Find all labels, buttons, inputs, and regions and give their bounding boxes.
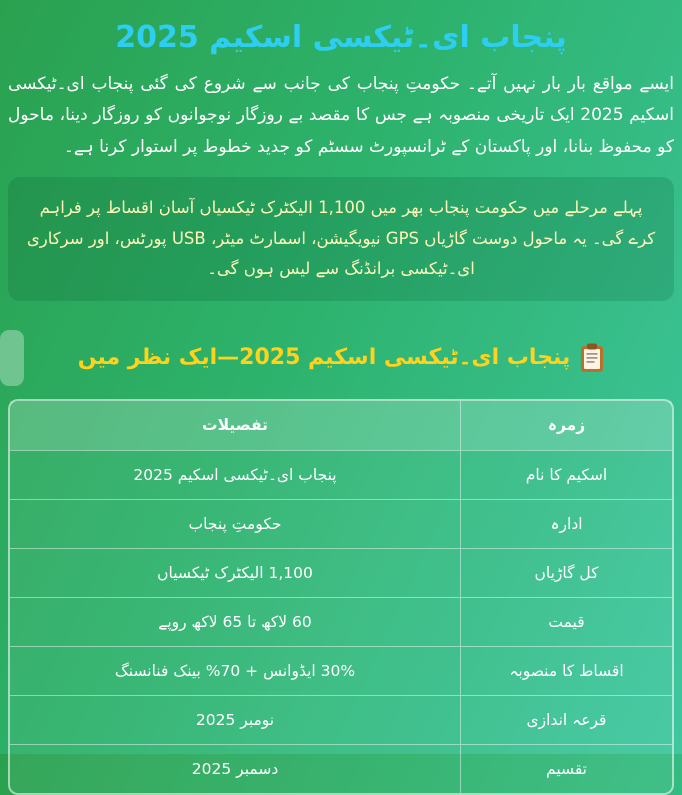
cell-details: دسمبر 2025: [191, 759, 279, 778]
section-heading: [8, 327, 674, 389]
cell-details: 60 لاکھ تا 65 لاکھ روپے: [158, 612, 312, 631]
cell-details: 30% ایڈوانس + 70% بینک فنانسنگ: [114, 661, 356, 680]
cell-category: کل گاڑیاں: [460, 549, 672, 597]
cell-details: 1,100 الیکٹرک ٹیکسیاں: [157, 563, 313, 582]
cell-details: حکومتِ پنجاب: [188, 514, 282, 533]
cell-details: پنجاب ای۔ٹیکسی اسکیم 2025: [133, 465, 337, 484]
table-row: [10, 646, 672, 695]
accent-bar: [0, 330, 24, 386]
cell-category: اسکیم کا نام: [460, 451, 672, 499]
highlight-box: [8, 177, 674, 301]
cell-category: ادارہ: [460, 500, 672, 548]
table-row: [10, 450, 672, 499]
cell-category: تقسیم: [460, 745, 672, 793]
section-heading-text: پنجاب ای۔ٹیکسی اسکیم 2025—ایک نظر میں: [77, 345, 571, 371]
table-row: [10, 597, 672, 646]
summary-table: [8, 399, 674, 795]
cell-details: نومبر 2025: [195, 710, 275, 729]
header-cell-category: زمرہ: [460, 401, 672, 450]
cell-category: قیمت: [460, 598, 672, 646]
clipboard-icon: [580, 343, 604, 373]
table-row: [10, 744, 672, 793]
intro-paragraph: ایسے مواقع بار بار نہیں آتے۔ حکومتِ پنجاب کی جانب سے شروع کی گئی پنجاب ای۔ٹیکسی اسکیم 2025 ایک تاریخی منصوبہ ہے جس کا مقصد بے روزگار نوجوانوں کو روزگار دینا، ماحول کو محفوظ بنانا، اور پاکستان کے ٹرانسپورٹ سسٹم کو جدید خطوط پر استوار کرنا ہے۔: [8, 74, 674, 157]
table-row: [10, 548, 672, 597]
table-header-row: [10, 401, 672, 450]
header-cell-details: تفصیلات: [202, 416, 268, 435]
cell-category: قرعہ اندازی: [460, 696, 672, 744]
cell-category: اقساط کا منصوبہ: [460, 647, 672, 695]
table-row: [10, 695, 672, 744]
article-page: [0, 20, 682, 795]
table-row: [10, 499, 672, 548]
highlight-text: پہلے مرحلے میں حکومت پنجاب بھر میں 1,100 الیکٹرک ٹیکسیاں آسان اقساط پر فراہم کرے گی۔ یہ ماحول دوست گاڑیاں GPS نیویگیشن، اسمارٹ میٹر، USB پورٹس، اور سرکاری ای۔ٹیکسی برانڈنگ سے لیس ہوں گی۔: [26, 198, 656, 279]
page-title: پنجاب ای۔ٹیکسی اسکیم 2025: [115, 20, 567, 55]
